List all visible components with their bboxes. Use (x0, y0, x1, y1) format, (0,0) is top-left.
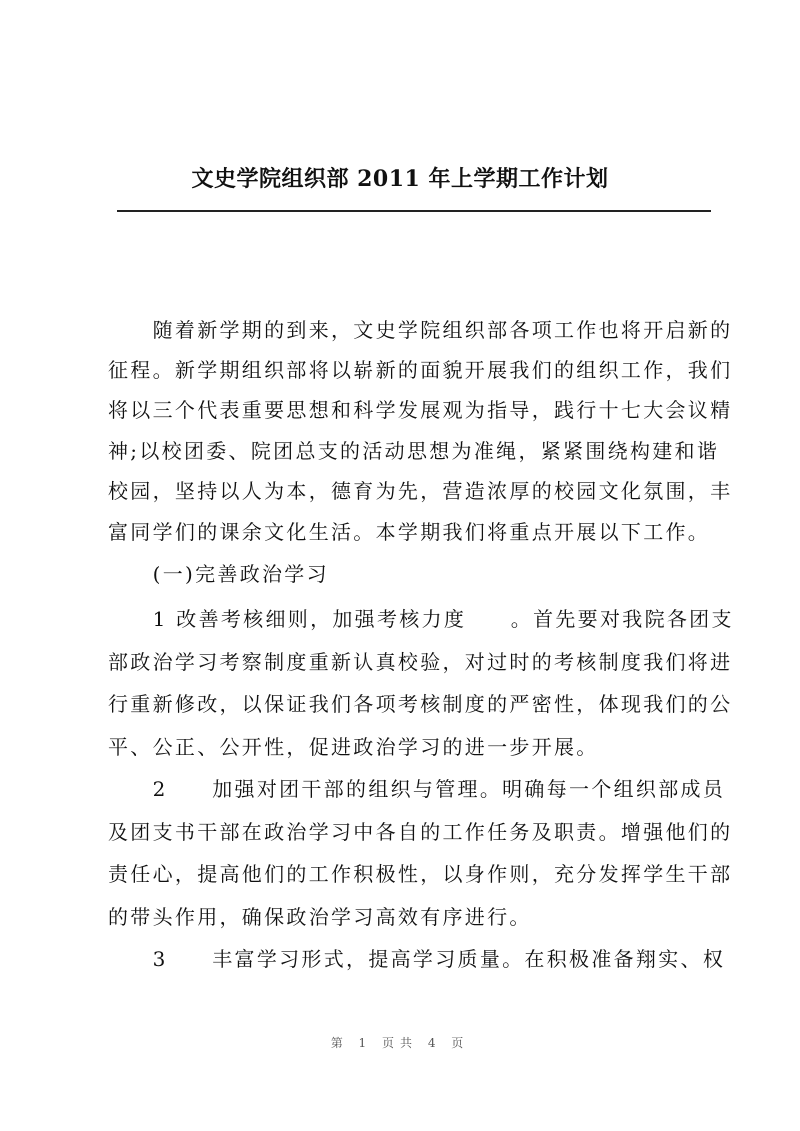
paragraph-line: 部政治学习考察制度重新认真校验，对过时的考核制度我们将进 (108, 650, 733, 674)
paragraph-line: 神;以校团委、院团总支的活动思想为准绳，紧紧围绕构建和谐 (108, 439, 720, 463)
page-number-footer: 第 1 页共 4 页 (330, 1036, 470, 1050)
paragraph-line: 随着新学期的到来，文史学院组织部各项工作也将开启新的 (108, 318, 733, 342)
paragraph-line: 将以三个代表重要思想和科学发展观为指导，践行十七大会议精 (108, 398, 733, 422)
paragraph-line: 平、公正、公开性，促进政治学习的进一步开展。 (108, 735, 599, 759)
paragraph-line: 富同学们的课余文化生活。本学期我们将重点开展以下工作。 (108, 520, 711, 544)
section-heading: (一)完善政治学习 (108, 562, 329, 586)
paragraph-line: 责任心，提高他们的工作积极性，以身作则，充分发挥学生干部 (108, 862, 733, 886)
paragraph-line: 2 加强对团干部的组织与管理。明确每一个组织部成员 (108, 777, 726, 801)
paragraph-line: 1 改善考核细则，加强考核力度 。首先要对我院各团支 (108, 607, 734, 631)
paragraph-line: 征程。新学期组织部将以崭新的面貌开展我们的组织工作，我们 (108, 358, 733, 382)
paragraph-line: 校园，坚持以人为本，德育为先，营造浓厚的校园文化氛围，丰 (108, 479, 733, 503)
paragraph-line: 及团支书干部在政治学习中各自的工作任务及职责。增强他们的 (108, 820, 733, 844)
title-underline (117, 210, 711, 212)
paragraph-line: 行重新修改，以保证我们各项考核制度的严密性，体现我们的公 (108, 692, 733, 716)
document-title: 文史学院组织部 2011 年上学期工作计划 (191, 166, 609, 192)
paragraph-line: 的带头作用，确保政治学习高效有序进行。 (108, 905, 532, 929)
paragraph-line: 3 丰富学习形式，提高学习质量。在积极准备翔实、权 (108, 947, 726, 971)
